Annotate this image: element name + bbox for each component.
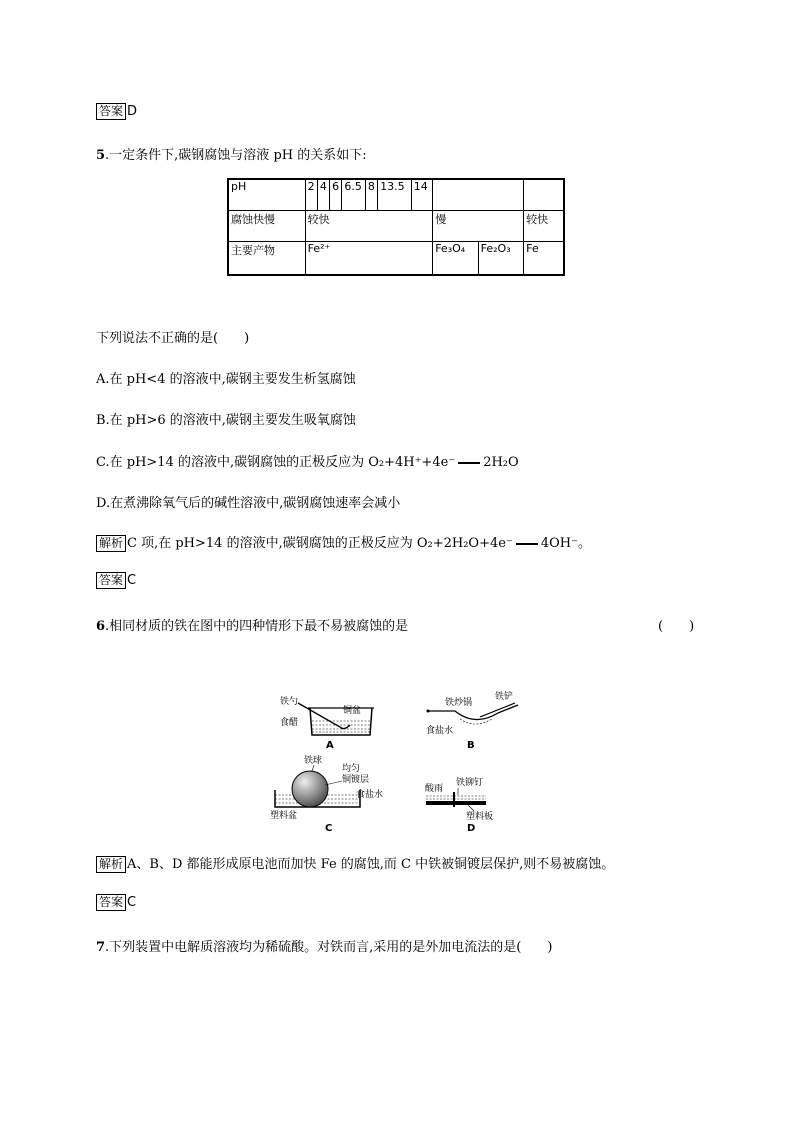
table-cell: 8 [365,179,377,211]
figure-c-plating: 铜镀层 [342,775,370,785]
q5-analysis [96,532,591,552]
table-cell: 慢 [433,211,524,242]
figure-c-plastic: 塑料盆 [270,811,298,821]
table-cell: 主要产物 [228,242,305,276]
table-cell: Fe²⁺ [305,242,433,276]
table-cell: Fe [524,242,564,276]
q6-analysis-text: A、B、D 都能形成原电池而加快 Fe 的腐蚀,而 C 中铁被铜镀层保护,则不易被腐蚀。 [127,857,615,872]
table-cell: 较快 [524,211,564,242]
equals-line [516,543,538,545]
q6-answer-value: C [127,895,137,910]
figure-c-label: C [325,823,333,834]
figure-c-ball: 铁球 [304,756,323,766]
q7-number: 7 [96,940,106,955]
q6-stem [96,615,408,634]
q6-stem-text: .相同材质的铁在图中的四种情形下最不易被腐蚀的是 [105,619,409,634]
answer-tag: 答案 [96,103,126,120]
table-cell: 2 [305,179,317,211]
q6-paren: ( ) [658,619,695,634]
analysis-tag: 解析 [96,535,126,552]
table-cell: 6 [330,179,342,211]
q5-option-c-left: C.在 pH>14 的溶液中,碳钢腐蚀的正极反应为 O₂+4H⁺+4e⁻ [96,455,456,470]
table-row [228,242,564,276]
figure-a-label: A [326,740,334,751]
q5-option-d: D.在煮沸除氧气后的碱性溶液中,碳钢腐蚀速率会减小 [96,496,401,511]
q5-option-a: A.在 pH<4 的溶液中,碳钢主要发生析氢腐蚀 [96,372,356,387]
figure-b-wok: 铁炒锅 [445,698,473,708]
table-cell [433,179,524,211]
q5-question: 下列说法不正确的是( ) [96,331,250,346]
table-cell: 较快 [305,211,433,242]
figure-c [270,754,383,834]
q5-stem-text: .一定条件下,碳钢腐蚀与溶液 pH 的关系如下: [105,148,367,163]
figure-d-label: D [467,823,476,834]
q6-answer-line [96,894,136,911]
figure-d-acidrain: 酸雨 [425,784,444,794]
table-subcell: Fe₃O₄ [433,242,478,274]
analysis-tag: 解析 [96,856,126,873]
q5-analysis-right: 4OH⁻。 [540,536,591,551]
q7-stem-text: .下列装置中电解质溶液均为稀硫酸。对铁而言,采用的是外加电流法的是( ) [105,940,553,955]
q5-stem [96,144,367,163]
figure-a-spoon: 铁勺 [280,697,299,707]
table-row [228,211,564,242]
q5-analysis-left: C 项,在 pH>14 的溶液中,碳钢腐蚀的正极反应为 O₂+2H₂O+4e⁻ [127,536,513,551]
q7-stem [96,936,552,955]
q4-answer-value: D [127,104,138,119]
q6-analysis [96,853,614,873]
figure-d-rivet: 铁铆钉 [456,778,484,788]
table-row [228,179,564,211]
q4-answer-line [96,103,137,120]
figure-b-shovel: 铁铲 [495,692,514,702]
figure-a-vinegar: 食醋 [280,718,299,728]
figure-c-uniform: 均匀 [342,764,361,774]
table-subcell: Fe₂O₃ [480,242,511,255]
equals-line [458,462,480,464]
q6-figure [270,685,540,835]
figure-a-basin: 铜盆 [343,706,362,716]
figure-b-label: B [467,740,475,751]
table-cell: pH [228,179,305,211]
table-cell: 6.5 [342,179,365,211]
figure-b-saltwater: 食盐水 [426,726,454,736]
q6-number: 6 [96,619,106,634]
figure-d [425,776,493,834]
q5-number: 5 [96,148,106,163]
q5-answer-line [96,572,136,589]
figure-d-plate: 塑料板 [466,812,494,822]
answer-tag: 答案 [96,894,126,911]
q5-option-c-right: 2H₂O [483,455,519,470]
q5-option-c [96,451,519,470]
ph-corrosion-table [227,178,565,276]
table-cell: 13.5 [378,179,412,211]
table-cell: 腐蚀快慢 [228,211,305,242]
figure-a [280,695,374,751]
q5-option-b: B.在 pH>6 的溶液中,碳钢主要发生吸氧腐蚀 [96,413,356,428]
answer-tag: 答案 [96,572,126,589]
figure-b [426,690,518,751]
figure-c-saltwater: 食盐水 [356,790,384,800]
q5-answer-value: C [127,573,137,588]
table-cell [524,179,564,211]
table-cell [433,242,524,276]
table-cell: 14 [411,179,432,211]
table-cell: 4 [317,179,329,211]
